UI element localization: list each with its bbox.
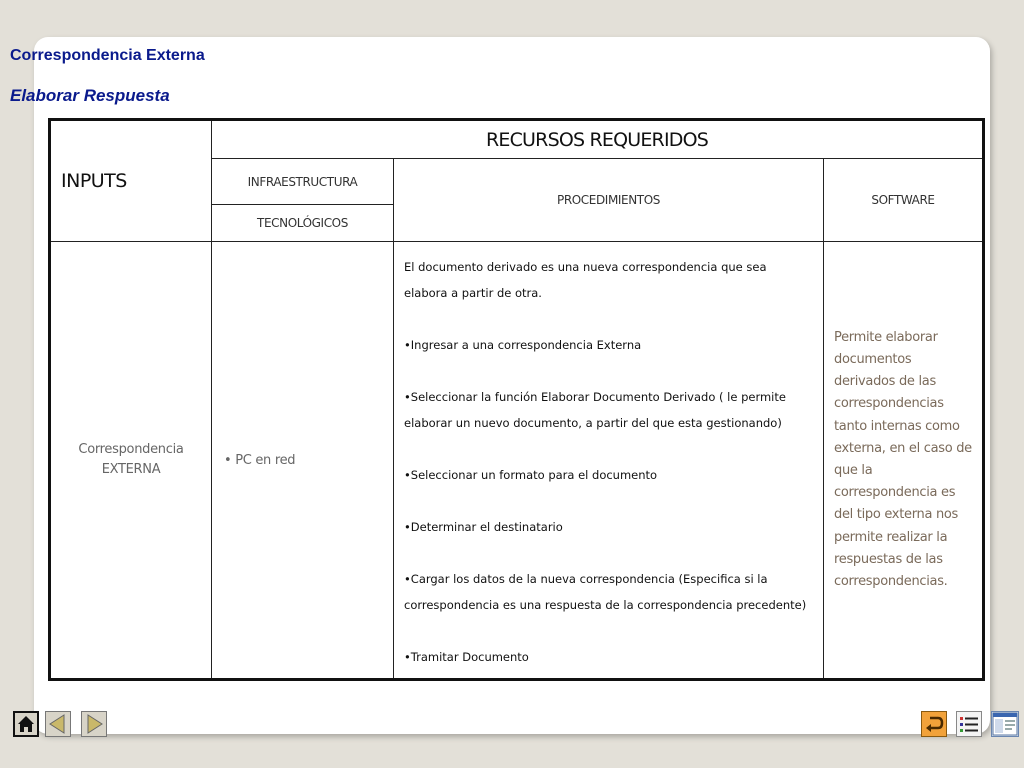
page-subtitle: Elaborar Respuesta [10,86,170,105]
procedures-header: PROCEDIMIENTOS [394,159,824,242]
procedure-step: •Seleccionar la función Elaborar Documento Derivado ( le permite elaborar un nuevo documento, a partir del que esta gestionando) [404,390,786,430]
procedure-step: •Determinar el destinatario [404,520,563,534]
input-value-line-1: Correspondencia [78,442,184,457]
page-title: Correspondencia Externa [10,47,205,64]
procedure-step: •Ingresar a una correspondencia Externa [404,338,642,352]
return-button[interactable] [921,711,947,737]
return-icon [922,712,946,736]
home-button[interactable] [13,711,39,737]
procedure-step: •Cargar los datos de la nueva correspondencia (Especifica si la correspondencia es una respuesta de la correspondencia precedente) [404,572,807,612]
infra-cell: • PC en red [212,242,394,680]
procedures-cell [394,242,824,680]
previous-icon [46,712,70,736]
input-value-line-2: EXTERNA [101,462,161,477]
list-icon [957,712,981,736]
software-cell: Permite elaborar documentos derivados de las correspondencias tanto internas como externa, en el caso de que la correspondencia es del tipo externa nos permite realizar la respuestas de las correspondencias. [824,242,984,680]
inputs-header: INPUTS [50,120,212,242]
next-button[interactable] [81,711,107,737]
next-icon [82,712,106,736]
procedure-step: •Seleccionar un formato para el documento [404,468,658,482]
input-cell [50,242,212,680]
previous-button[interactable] [45,711,71,737]
infra-header: INFRAESTRUCTURA [212,159,394,205]
procedure-intro: El documento derivado es una nueva correspondencia que sea elabora a partir de otra. [404,260,767,300]
procedure-step: •Tramitar Documento [404,650,529,664]
software-header: SOFTWARE [824,159,984,242]
window-icon [992,712,1018,736]
window-button[interactable] [991,711,1019,737]
tech-header: TECNOLÓGICOS [212,205,394,242]
recursos-header: RECURSOS REQUERIDOS [212,120,984,159]
resources-table [48,118,985,681]
home-icon [15,713,37,735]
list-button[interactable] [956,711,982,737]
